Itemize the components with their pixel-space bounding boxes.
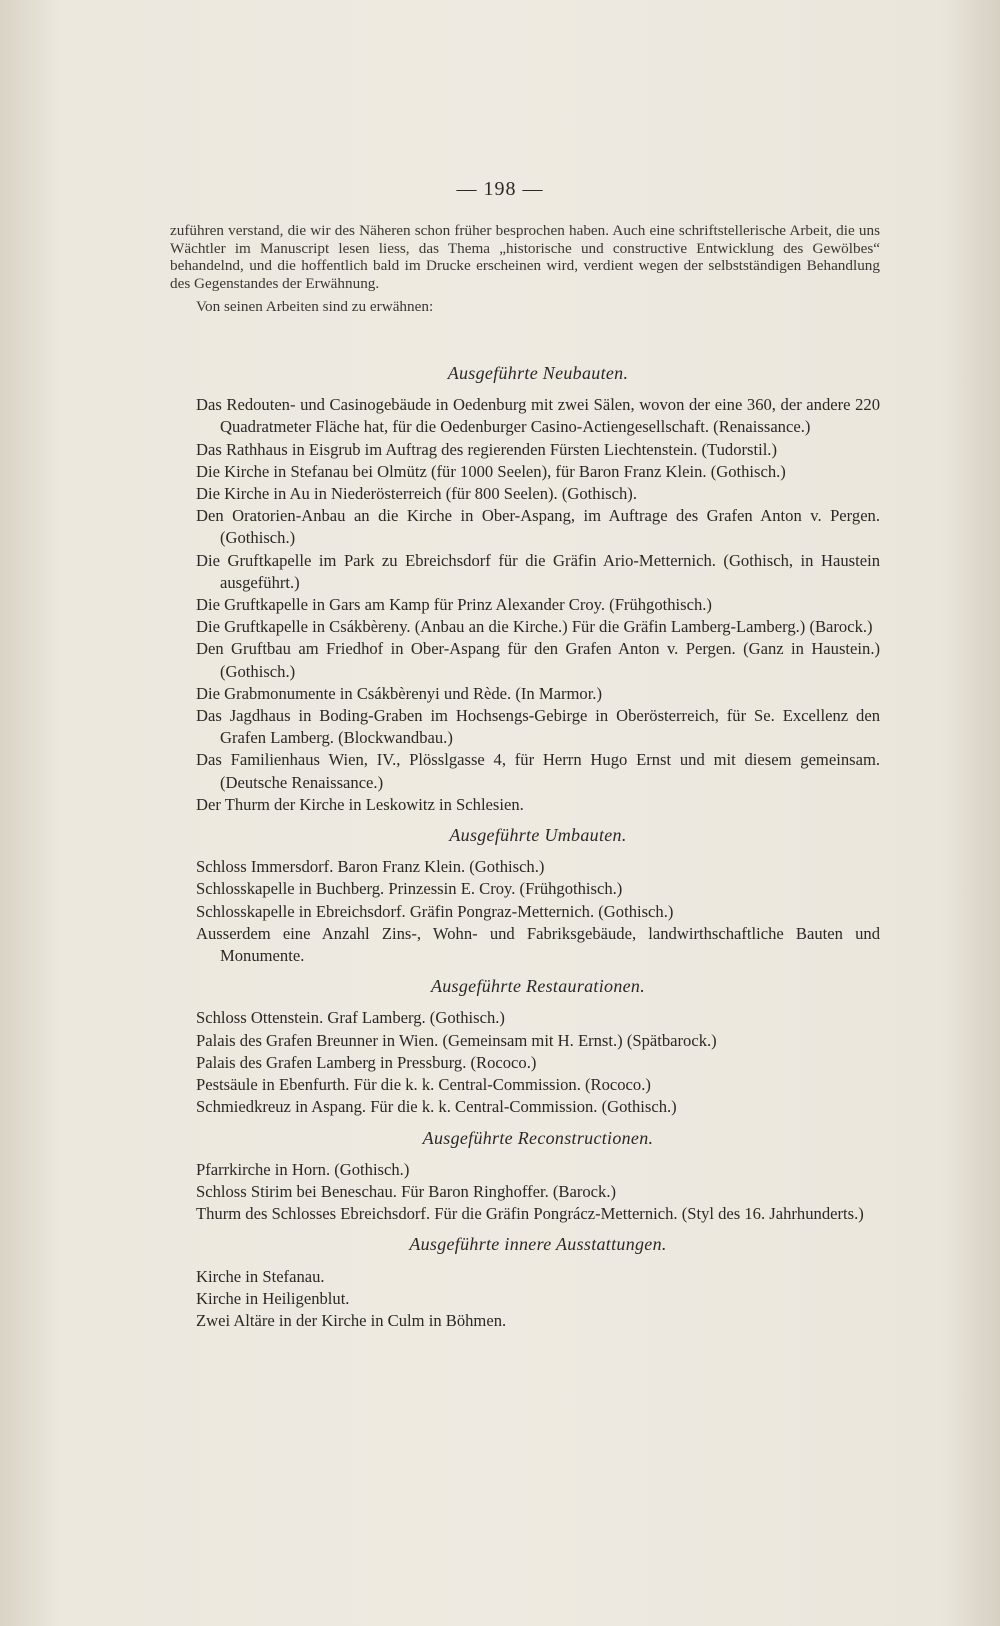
list-item: Die Gruftkapelle in Csákbèreny. (Anbau an die Kirche.) Für die Gräfin Lamberg-Lamberg.) (Barock.) <box>196 617 873 637</box>
list-item: Den Oratorien-Anbau an die Kirche in Ober-Aspang, im Auftrage des Grafen Anton v. Pergen. (Gothisch.) <box>196 506 880 548</box>
list-item: Palais des Grafen Breunner in Wien. (Gemeinsam mit H. Ernst.) (Spätbarock.) <box>196 1030 717 1050</box>
list-item: Die Gruftkapelle in Gars am Kamp für Prinz Alexander Croy. (Frühgothisch.) <box>196 595 712 615</box>
list-item: Schmiedkreuz in Aspang. Für die k. k. Central-Commission. (Gothisch.) <box>196 1097 677 1117</box>
list-item: Die Kirche in Stefanau bei Olmütz (für 1000 Seelen), für Baron Franz Klein. (Gothisch.) <box>196 461 786 481</box>
list-item: Die Grabmonumente in Csákbèrenyi und Rède. (In Marmor.) <box>196 683 602 703</box>
list-item: Schlosskapelle in Buchberg. Prinzessin E. Croy. (Frühgothisch.) <box>196 879 623 899</box>
section-heading: Ausgeführte Reconstructionen. <box>422 1127 654 1148</box>
list-item: Der Thurm der Kirche in Leskowitz in Schlesien. <box>196 794 524 814</box>
list-item: Ausserdem eine Anzahl Zins-, Wohn- und Fabriksgebäude, landwirthschaftliche Bauten und Monumente. <box>196 923 880 966</box>
list-item: Die Kirche in Au in Niederösterreich (für 800 Seelen). (Gothisch). <box>196 484 637 504</box>
list-item: Schloss Stirim bei Beneschau. Für Baron Ringhoffer. (Barock.) <box>196 1181 617 1201</box>
section-umbauten <box>196 824 880 967</box>
list-item: Das Redouten- und Casinogebäude in Oedenburg mit zwei Sälen, wovon der eine 360, der andere 220 Quadratmeter Fläche hat, für die Oedenburger Casino-Actiengesellschaft. (Renaissance.) <box>196 395 880 437</box>
list-item: Schloss Immersdorf. Baron Franz Klein. (Gothisch.) <box>196 857 545 877</box>
list-item: Thurm des Schlosses Ebreichsdorf. Für die Gräfin Pongrácz-Metternich. (Styl des 16. Jahrhunderts.) <box>196 1204 864 1224</box>
intro-lead: Von seinen Arbeiten sind zu erwähnen: <box>196 298 434 315</box>
list-item: Kirche in Stefanau. <box>196 1266 325 1286</box>
list-item: Zwei Altäre in der Kirche in Culm in Böhmen. <box>196 1310 507 1330</box>
page-number: — 198 — <box>456 178 544 200</box>
section-heading: Ausgeführte Neubauten. <box>447 363 629 383</box>
list-item: Pfarrkirche in Horn. (Gothisch.) <box>196 1159 410 1179</box>
intro-paragraph: zuführen verstand, die wir des Näheren schon früher besprochen haben. Auch eine schriftstellerische Arbeit, die uns Wächtler im Manuscript lesen liess, das Thema „historische und constructive Entwicklung des Gewölbes“ behandelnd, und die hoffentlich bald im Drucke erscheinen wird, verdient wegen der selbstständigen Behandlung des Gegenstandes der Erwähnung. <box>170 222 880 292</box>
section-ausstattungen <box>196 1233 880 1332</box>
list-item: Pestsäule in Ebenfurth. Für die k. k. Central-Commission. (Rococo.) <box>196 1075 651 1095</box>
list-item: Die Gruftkapelle im Park zu Ebreichsdorf für die Gräfin Ario-Metternich. (Gothisch, in Haustein ausgeführt.) <box>196 550 880 592</box>
list-item: Schlosskapelle in Ebreichsdorf. Gräfin Pongraz-Metternich. (Gothisch.) <box>196 901 674 921</box>
list-item: Das Familienhaus Wien, IV., Plösslgasse 4, für Herrn Hugo Ernst und mit diesem gemeinsam. (Deutsche Renaissance.) <box>196 750 880 792</box>
list-item: Das Rathhaus in Eisgrub im Auftrag des regierenden Fürsten Liechtenstein. (Tudorstil.) <box>196 439 777 459</box>
section-reconstructionen <box>196 1127 880 1226</box>
list-item: Den Gruftbau am Friedhof in Ober-Aspang für den Grafen Anton v. Pergen. (Ganz in Haustein.) (Gothisch.) <box>196 639 880 681</box>
section-heading: Ausgeführte Restaurationen. <box>430 976 646 997</box>
works-list <box>196 356 880 1340</box>
section-restaurationen <box>196 975 880 1118</box>
section-neubauten <box>196 362 880 816</box>
section-heading: Ausgeführte Umbauten. <box>449 825 627 846</box>
list-item: Das Jagdhaus in Boding-Graben im Hochsengs-Gebirge in Oberösterreich, für Se. Excellenz den Grafen Lamberg. (Blockwandbau.) <box>196 706 880 748</box>
intro-text <box>170 222 880 316</box>
section-heading: Ausgeführte innere Ausstattungen. <box>409 1234 667 1255</box>
list-item: Kirche in Heiligenblut. <box>196 1288 350 1308</box>
list-item: Schloss Ottenstein. Graf Lamberg. (Gothisch.) <box>196 1008 505 1028</box>
list-item: Palais des Grafen Lamberg in Pressburg. (Rococo.) <box>196 1052 537 1072</box>
